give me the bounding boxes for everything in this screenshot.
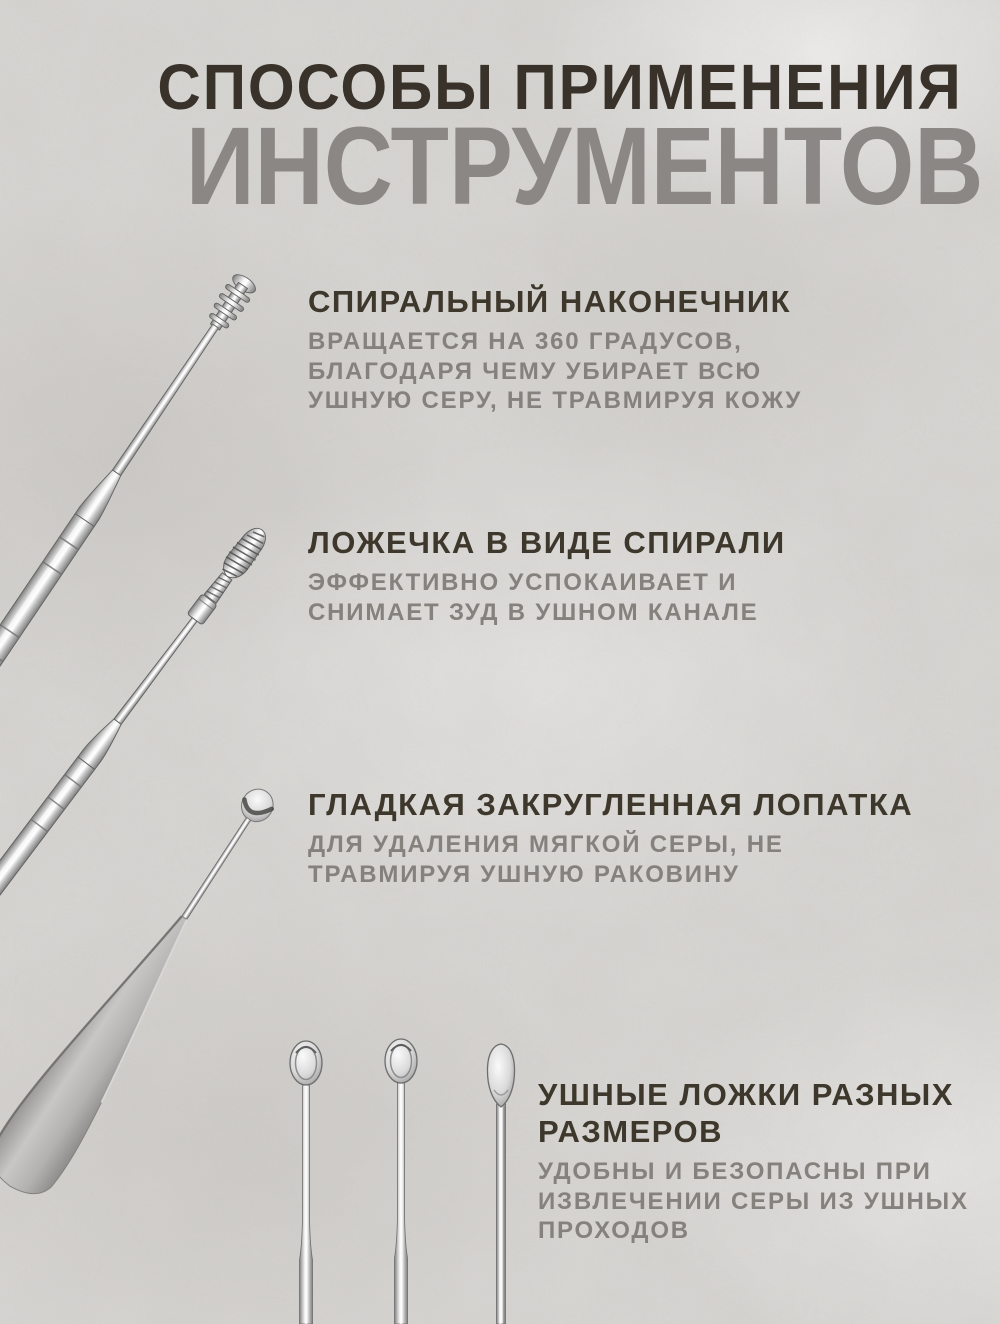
ear-spoon-large-icon bbox=[487, 1044, 514, 1324]
section-spiral-spoon-description: ЭФФЕКТИВНО УСПОКАИВАЕТ И СНИМАЕТ ЗУД В УШНОМ КАНАЛЕ bbox=[308, 569, 759, 626]
three-ear-spoons-icon bbox=[290, 1039, 515, 1324]
smooth-rounded-scoop-tool-icon bbox=[0, 772, 297, 1206]
section-spiral-tip-heading: СПИРАЛЬНЫЙ НАКОНЕЧНИК bbox=[308, 284, 792, 319]
section-spiral-tip-description: ВРАЩАЕТСЯ НА 360 ГРАДУСОВ, БЛАГОДАРЯ ЧЕМУ УБИРАЕТ ВСЮ УШНУЮ СЕРУ, НЕ ТРАВМИРУЯ КОЖУ bbox=[308, 328, 803, 414]
section-ear-spoons-description: УДОБНЫ И БЕЗОПАСНЫ ПРИ ИЗВЛЕЧЕНИИ СЕРЫ ИЗ УШНЫХ ПРОХОДОВ bbox=[538, 1158, 969, 1244]
section-ear-spoons-heading: УШНЫЕ ЛОЖКИ РАЗНЫХ РАЗМЕРОВ bbox=[538, 1077, 954, 1149]
spiral-tip-tool-icon bbox=[0, 271, 259, 690]
page-title-line-2: ИНСТРУМЕНТОВ bbox=[185, 105, 984, 228]
section-smooth-scoop-description: ДЛЯ УДАЛЕНИЯ МЯГКОЙ СЕРЫ, НЕ ТРАВМИРУЯ УШНУЮ РАКОВИНУ bbox=[308, 831, 784, 888]
section-ear-spoons bbox=[538, 1076, 969, 1246]
ear-spoon-medium-icon bbox=[385, 1039, 417, 1324]
section-spiral-tip bbox=[308, 283, 802, 416]
section-spiral-spoon bbox=[308, 524, 786, 627]
section-smooth-scoop bbox=[308, 786, 913, 889]
ear-spoon-small-icon bbox=[290, 1041, 322, 1324]
section-spiral-spoon-heading: ЛОЖЕЧКА В ВИДЕ СПИРАЛИ bbox=[308, 525, 786, 560]
section-smooth-scoop-heading: ГЛАДКАЯ ЗАКРУГЛЕННАЯ ЛОПАТКА bbox=[308, 787, 914, 822]
page-title-line-1: СПОСОБЫ ПРИМЕНЕНИЯ bbox=[157, 51, 963, 123]
page-title bbox=[130, 51, 990, 228]
